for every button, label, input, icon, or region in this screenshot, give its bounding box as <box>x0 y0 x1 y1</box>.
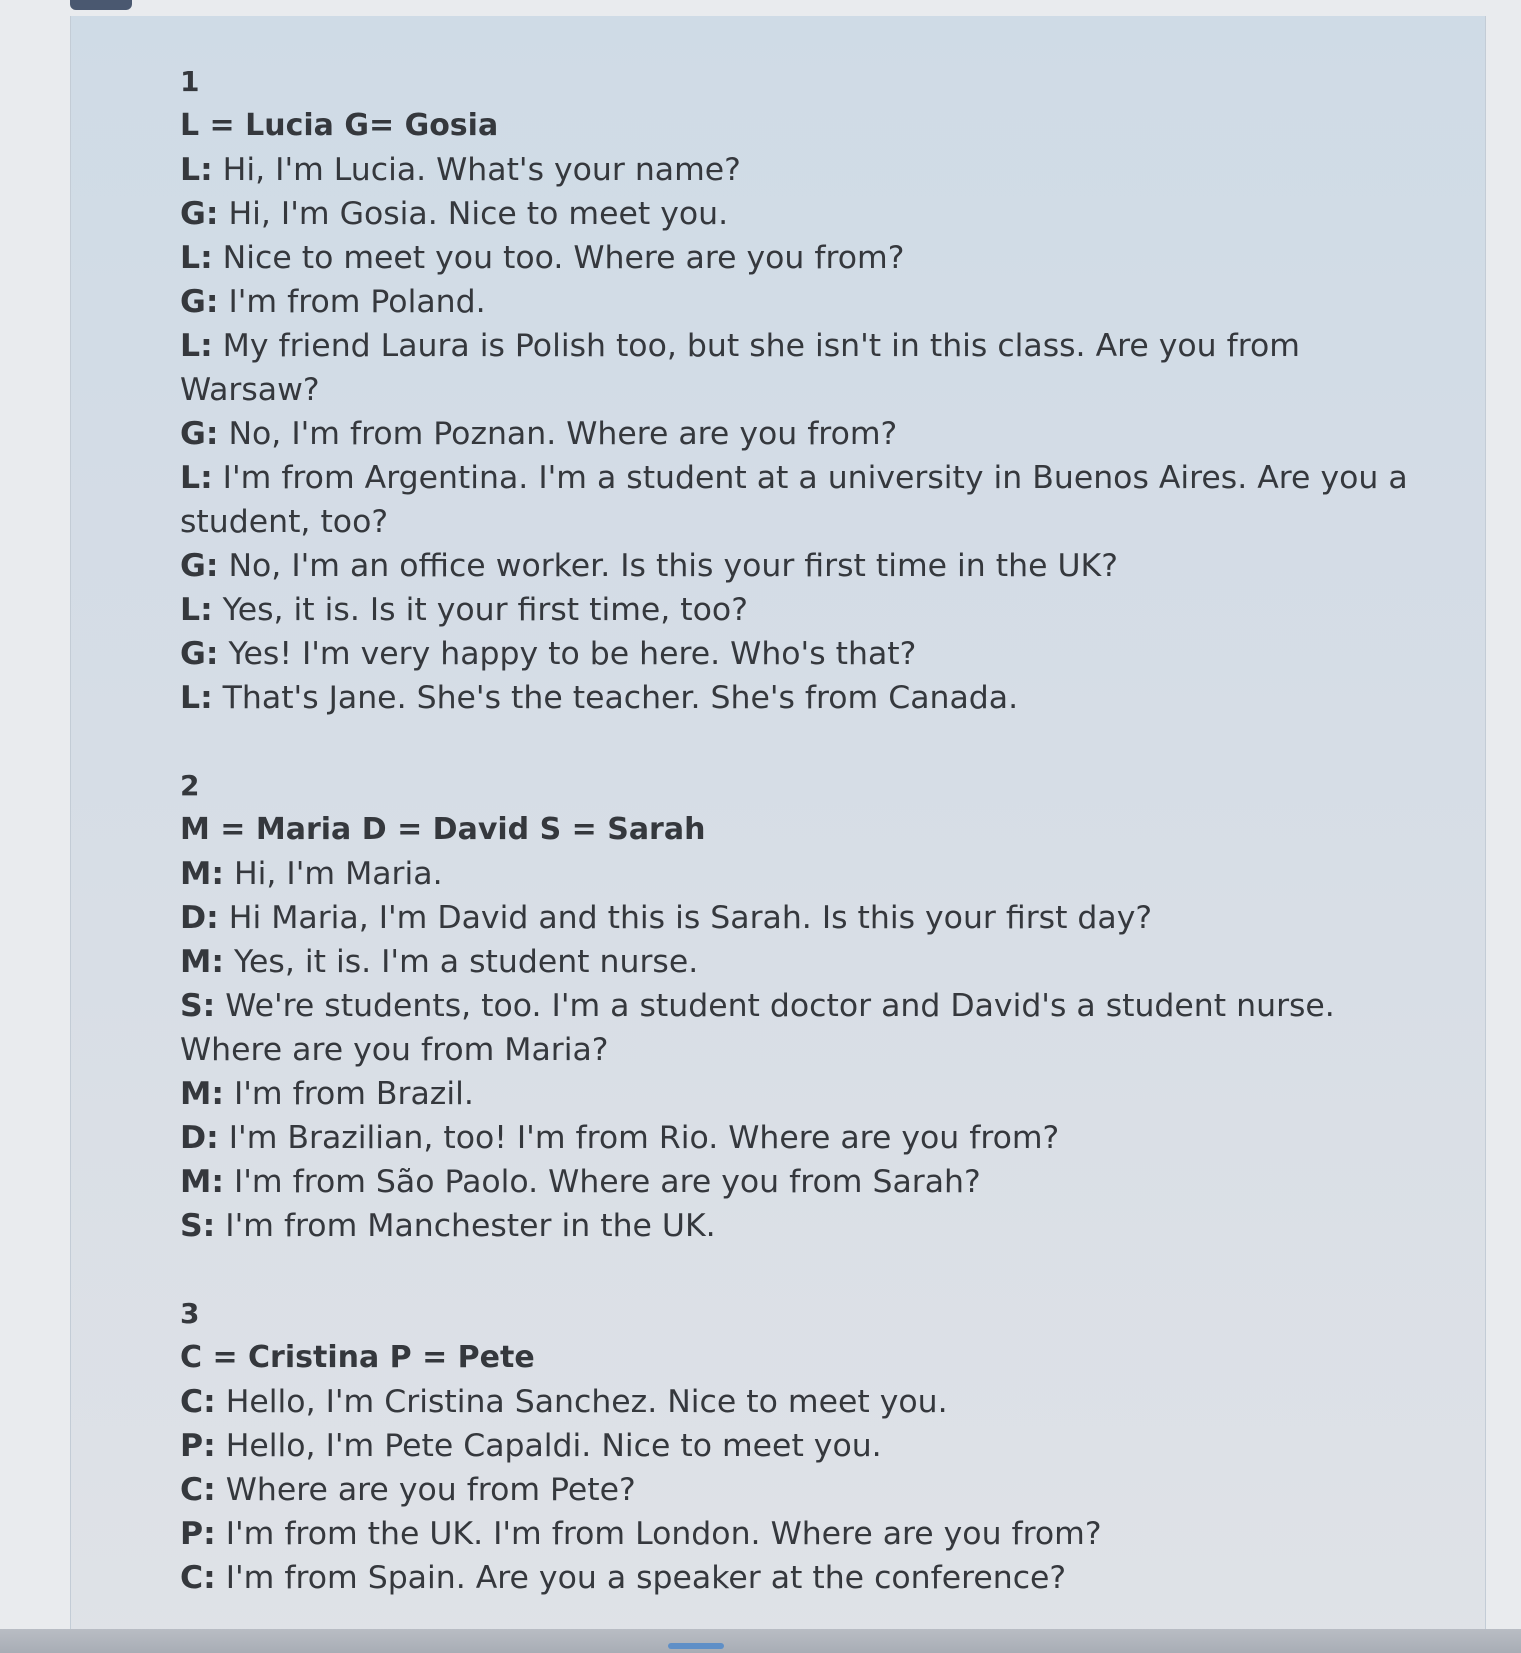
speaker-label: L: <box>180 328 213 364</box>
speaker-label: C: <box>180 1384 216 1420</box>
speaker-label: L: <box>180 592 213 628</box>
dialogue-line <box>180 676 1420 720</box>
dialogue-line <box>180 1424 1420 1468</box>
dialogue-line <box>180 1116 1420 1160</box>
speaker-label: G: <box>180 416 219 452</box>
utterance-text: Hi, I'm Lucia. What's your name? <box>212 152 741 188</box>
speaker-label: L: <box>180 680 213 716</box>
dialogue-line <box>180 456 1420 544</box>
speaker-label: P: <box>180 1516 216 1552</box>
utterance-text: Yes, it is. Is it your first time, too? <box>212 592 748 628</box>
speaker-label: M: <box>180 1076 224 1112</box>
dialogue-line <box>180 324 1420 412</box>
utterance-text: Hi Maria, I'm David and this is Sarah. Is this your first day? <box>218 900 1153 936</box>
dialogue-section <box>180 1292 1420 1600</box>
dialogue-line <box>180 632 1420 676</box>
utterance-text: I'm from São Paolo. Where are you from Sarah? <box>223 1164 981 1200</box>
dialogue-line <box>180 984 1420 1072</box>
speaker-label: D: <box>180 1120 219 1156</box>
speaker-key: C = Cristina P = Pete <box>180 1340 535 1375</box>
utterance-text: No, I'm an office worker. Is this your first time in the UK? <box>218 548 1118 584</box>
utterance-text: Hello, I'm Cristina Sanchez. Nice to meet you. <box>215 1384 948 1420</box>
speaker-label: M: <box>180 944 224 980</box>
utterance-text: We're students, too. I'm a student doctor and David's a student nurse. Where are you from Maria? <box>180 988 1335 1068</box>
dialogue-line <box>180 588 1420 632</box>
utterance-text: I'm from Poland. <box>218 284 486 320</box>
utterance-text: I'm from Argentina. I'm a student at a university in Buenos Aires. Are you a student, too? <box>180 460 1408 540</box>
dialogue-line <box>180 148 1420 192</box>
speaker-label: G: <box>180 196 219 232</box>
dialogue-line <box>180 1468 1420 1512</box>
utterance-text: Where are you from Pete? <box>215 1472 636 1508</box>
dialogue-line <box>180 280 1420 324</box>
dialogue-line <box>180 1072 1420 1116</box>
dialogue-section <box>180 60 1420 720</box>
dialogue-line <box>180 1380 1420 1424</box>
dialogue-line <box>180 544 1420 588</box>
dialogue-number: 3 <box>180 1297 200 1330</box>
utterance-text: Hi, I'm Gosia. Nice to meet you. <box>218 196 729 232</box>
dialogue-line <box>180 412 1420 456</box>
utterance-text: My friend Laura is Polish too, but she isn't in this class. Are you from Warsaw? <box>180 328 1300 408</box>
speaker-label: G: <box>180 284 219 320</box>
speaker-label: G: <box>180 636 219 672</box>
top-tab <box>70 0 132 10</box>
dialogue-number: 1 <box>180 65 200 98</box>
dialogue-content <box>180 60 1420 1600</box>
dialogue-section <box>180 764 1420 1248</box>
speaker-label: S: <box>180 988 216 1024</box>
utterance-text: No, I'm from Poznan. Where are you from? <box>218 416 898 452</box>
speaker-label: C: <box>180 1560 216 1596</box>
utterance-text: I'm from Manchester in the UK. <box>215 1208 716 1244</box>
utterance-text: Hello, I'm Pete Capaldi. Nice to meet you. <box>215 1428 882 1464</box>
dialogue-line <box>180 1556 1420 1600</box>
utterance-text: I'm from Brazil. <box>223 1076 474 1112</box>
utterance-text: I'm from the UK. I'm from London. Where are you from? <box>215 1516 1102 1552</box>
dialogue-line <box>180 940 1420 984</box>
speaker-label: D: <box>180 900 219 936</box>
speaker-label: L: <box>180 460 213 496</box>
speaker-label: S: <box>180 1208 216 1244</box>
utterance-text: Nice to meet you too. Where are you from? <box>212 240 905 276</box>
speaker-label: C: <box>180 1472 216 1508</box>
bottom-bar <box>0 1629 1521 1653</box>
utterance-text: Hi, I'm Maria. <box>223 856 443 892</box>
speaker-label: M: <box>180 1164 224 1200</box>
speaker-key: L = Lucia G= Gosia <box>180 108 499 143</box>
speaker-label: P: <box>180 1428 216 1464</box>
utterance-text: Yes! I'm very happy to be here. Who's that? <box>218 636 917 672</box>
speaker-label: G: <box>180 548 219 584</box>
dialogue-line <box>180 236 1420 280</box>
dialogue-line <box>180 1512 1420 1556</box>
utterance-text: That's Jane. She's the teacher. She's from Canada. <box>212 680 1019 716</box>
dialogue-line <box>180 852 1420 896</box>
utterance-text: I'm Brazilian, too! I'm from Rio. Where are you from? <box>218 1120 1060 1156</box>
dialogue-number: 2 <box>180 769 200 802</box>
speaker-label: M: <box>180 856 224 892</box>
dialogue-line <box>180 896 1420 940</box>
speaker-label: L: <box>180 240 213 276</box>
dialogue-line <box>180 192 1420 236</box>
utterance-text: I'm from Spain. Are you a speaker at the conference? <box>215 1560 1067 1596</box>
speaker-label: L: <box>180 152 213 188</box>
utterance-text: Yes, it is. I'm a student nurse. <box>223 944 699 980</box>
scroll-handle[interactable] <box>668 1643 724 1649</box>
speaker-key: M = Maria D = David S = Sarah <box>180 812 706 847</box>
dialogue-line <box>180 1204 1420 1248</box>
dialogue-line <box>180 1160 1420 1204</box>
